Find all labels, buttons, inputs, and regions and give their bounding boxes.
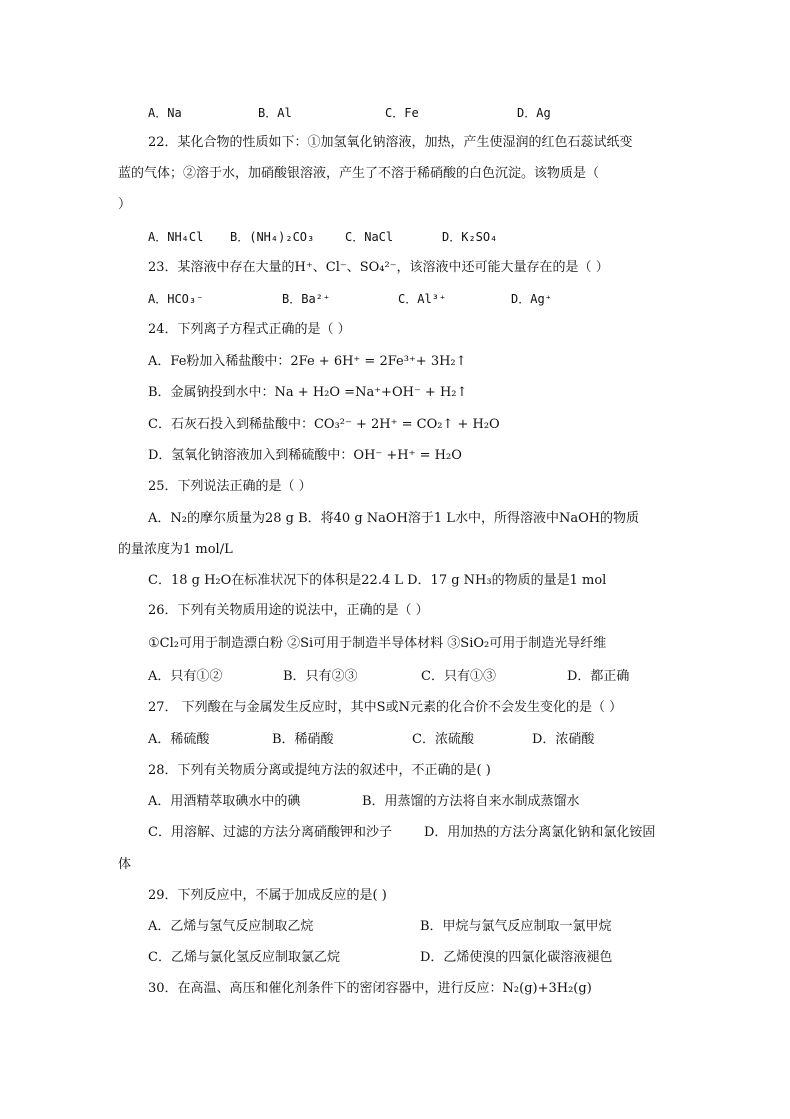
q25-options-ab: A．N₂的摩尔质量为28 g B．将40 g NaOH溶于1 L水中，所得溶液中NaOH的物质	[148, 511, 640, 526]
q25-options-cd: C．18 g H₂O在标准状况下的体积是22.4 L D．17 g NH₃的物质的量是1 mol	[148, 573, 607, 588]
q27-stem: 27． 下列酸在与金属发生反应时，其中S或N元素的化合价不会发生变化的是（ ）	[148, 700, 623, 715]
q26-option-b: B．只有②③	[283, 669, 358, 684]
q21-option-c: C．Fe	[385, 106, 419, 120]
q28-option-a: A．用酒精萃取碘水中的碘	[148, 794, 301, 809]
q24-option-a: A．Fe粉加入稀盐酸中：2Fe + 6H⁺ = 2Fe³⁺+ 3H₂↑	[148, 354, 467, 369]
q27-option-b: B．稀硝酸	[272, 732, 334, 747]
q28-stem: 28．下列有关物质分离或提纯方法的叙述中，不正确的是( )	[148, 763, 491, 778]
q23-option-a: A．HCO₃⁻	[148, 292, 204, 306]
q24-option-c: C．石灰石投入到稀盐酸中：CO₃²⁻ + 2H⁺ = CO₂↑ + H₂O	[148, 417, 500, 432]
q23-option-b: B．Ba²⁺	[282, 292, 331, 306]
q25-stem: 25．下列说法正确的是（ ）	[148, 479, 312, 494]
q29-stem: 29．下列反应中，不属于加成反应的是( )	[148, 888, 387, 903]
q26-option-c: C．只有①③	[421, 669, 496, 684]
q21-option-b: B．Al	[258, 106, 292, 120]
q22-stem-line3: ）	[118, 197, 132, 212]
q26-option-a: A．只有①②	[148, 669, 223, 684]
q28-option-c: C．用溶解、过滤的方法分离硝酸钾和沙子	[148, 825, 392, 840]
q24-option-d: D．氢氧化钠溶液加入到稀硫酸中：OH⁻ +H⁺ = H₂O	[148, 448, 462, 463]
q26-option-d: D．都正确	[567, 669, 630, 684]
q30-stem: 30．在高温、高压和催化剂条件下的密闭容器中，进行反应：N₂(g)+3H₂(g)	[148, 981, 592, 996]
q22-option-d: D．K₂SO₄	[442, 230, 498, 244]
q29-option-c: C．乙烯与氯化氢反应制取氯乙烷	[148, 950, 340, 965]
q27-option-d: D．浓硝酸	[532, 732, 595, 747]
q29-option-d: D．乙烯使溴的四氯化碳溶液褪色	[420, 950, 613, 965]
q23-option-c: C．Al³⁺	[398, 292, 447, 306]
q22-option-a: A．NH₄Cl	[148, 230, 204, 244]
q22-stem-line1: 22．某化合物的性质如下：①加氢氧化钠溶液，加热，产生使湿润的红色石蕊试纸变	[148, 135, 633, 150]
q21-option-d: D．Ag	[517, 106, 551, 120]
q24-stem: 24．下列离子方程式正确的是（ ）	[148, 322, 351, 337]
q27-option-a: A．稀硫酸	[148, 732, 210, 747]
q28-option-d-cont: 体	[118, 857, 132, 872]
q24-option-b: B．金属钠投到水中：Na + H₂O =Na⁺+OH⁻ + H₂↑	[148, 385, 468, 400]
q22-option-c: C．NaCl	[345, 230, 394, 244]
q23-stem: 23．某溶液中存在大量的H⁺、Cl⁻、SO₄²⁻，该溶液中还可能大量存在的是（ ）	[148, 260, 609, 275]
q26-items: ①Cl₂可用于制造漂白粉 ②Si可用于制造半导体材料 ③SiO₂可用于制造光导纤维	[148, 636, 607, 651]
q23-option-d: D．Ag⁺	[511, 292, 552, 306]
q28-option-d: D．用加热的方法分离氯化钠和氯化铵固	[424, 825, 656, 840]
q27-option-c: C．浓硫酸	[412, 732, 474, 747]
q22-option-b: B．(NH₄)₂CO₃	[230, 230, 315, 244]
q22-stem-line2: 蓝的气体；②溶于水，加硝酸银溶液，产生了不溶于稀硝酸的白色沉淀。该物质是（	[118, 166, 600, 181]
q29-option-a: A．乙烯与氢气反应制取乙烷	[148, 919, 314, 934]
q29-option-b: B．甲烷与氯气反应制取一氯甲烷	[420, 919, 612, 934]
q26-stem: 26．下列有关物质用途的说法中，正确的是（ ）	[148, 603, 429, 618]
q21-option-a: A．Na	[148, 106, 182, 120]
q28-option-b: B．用蒸馏的方法将自来水制成蒸馏水	[362, 794, 580, 809]
q25-options-ab-cont: 的量浓度为1 mol/L	[118, 542, 233, 557]
